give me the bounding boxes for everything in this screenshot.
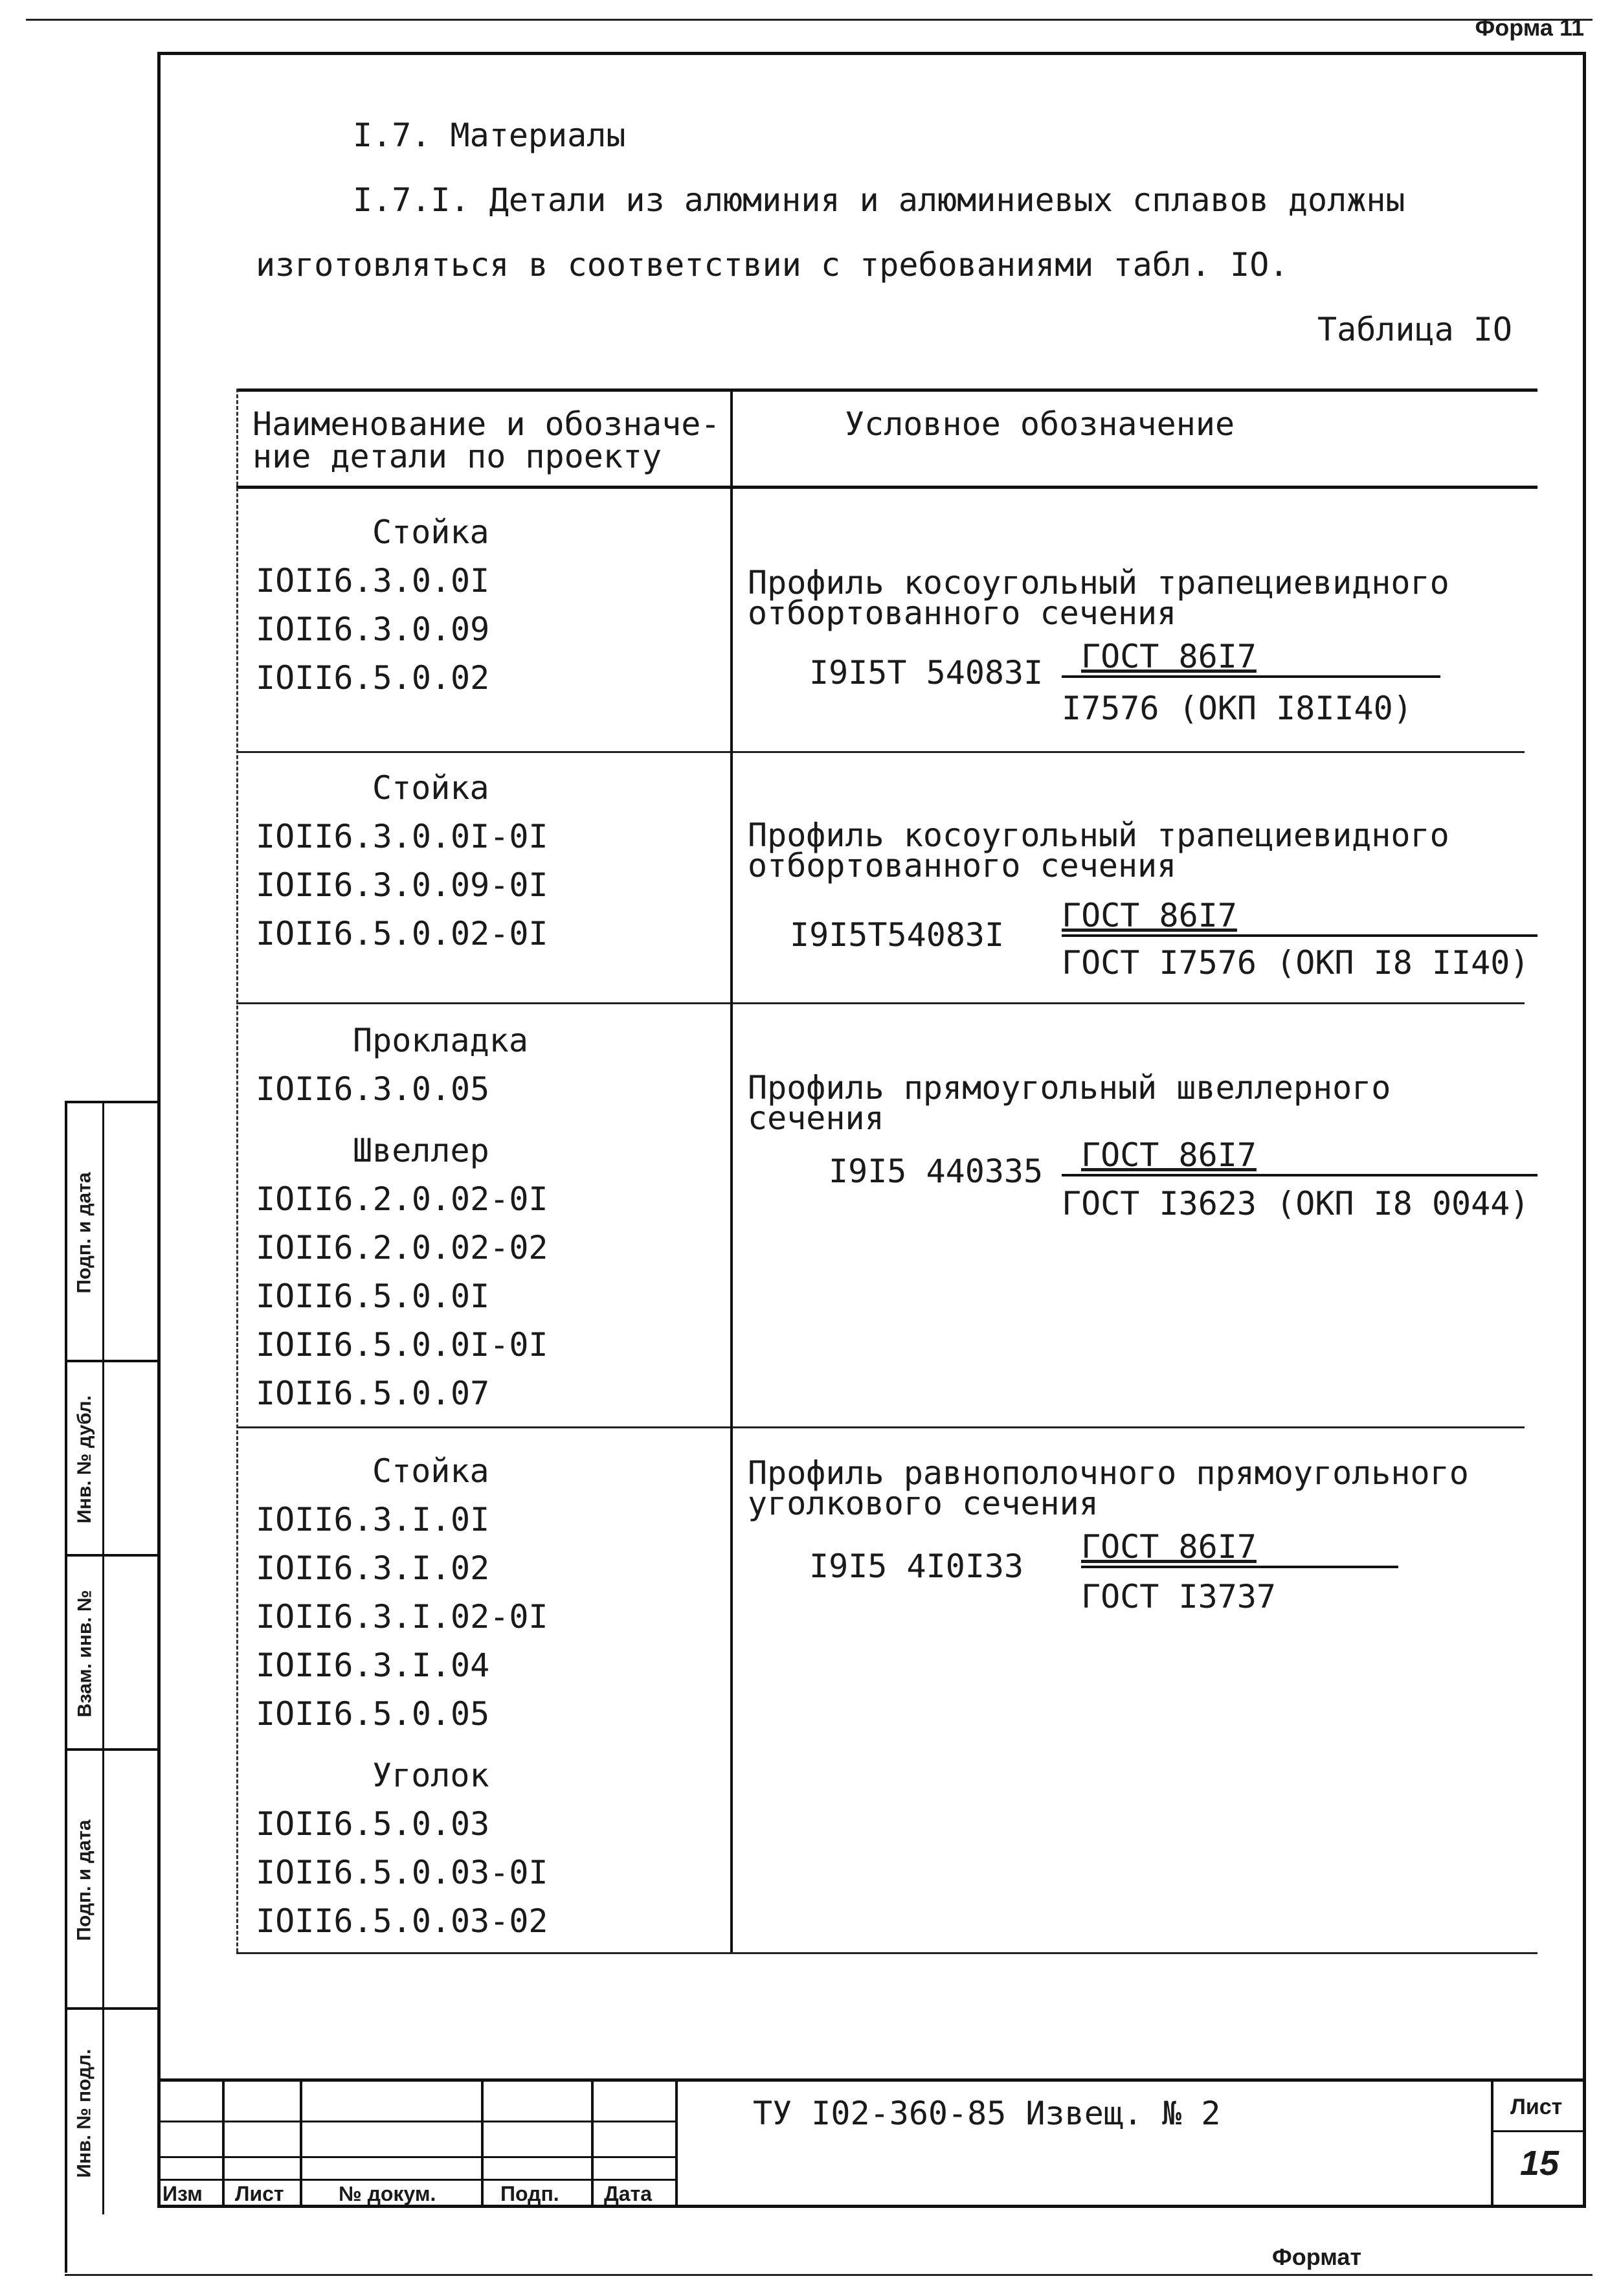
side-stamp-strip: [65, 1101, 157, 2214]
tb-divider: [675, 2082, 678, 2208]
part-name: Уголок: [372, 1757, 489, 1794]
part-designation: IOII6.2.0.02-02: [256, 1229, 548, 1266]
profile-description-line-2: отбортованного сечения: [748, 594, 1177, 632]
strip-label-text: Взам. инв. №: [74, 1590, 96, 1718]
table-bottom-rule: [236, 1952, 1537, 1954]
profile-description-line-1: Профиль прямоугольный швеллерного: [748, 1069, 1391, 1107]
gost-standard: ГОСТ 86I7: [1062, 897, 1237, 934]
strip-divider: [102, 1362, 104, 1554]
tb-divider: [1491, 2082, 1493, 2208]
strip-label: [67, 1103, 102, 1362]
profile-description-line-1: Профиль косоугольный трапециевидного: [748, 816, 1449, 854]
part-designation: IOII6.5.0.02: [256, 659, 490, 697]
part-designation: IOII6.5.0.07: [256, 1375, 490, 1412]
row-divider-3: [236, 1426, 1525, 1428]
part-designation: IOII6.5.0.0I: [256, 1277, 490, 1315]
profile-description-line-2: сечения: [748, 1099, 884, 1137]
part-designation: IOII6.3.0.09: [256, 611, 490, 648]
fraction-line: [1062, 934, 1537, 937]
profile-description-line-2: отбортованного сечения: [748, 847, 1177, 884]
strip-label: [67, 1362, 102, 1557]
tb-divider: [481, 2082, 484, 2208]
strip-divider: [102, 1557, 104, 1748]
strip-label-text: Инв. № дубл.: [74, 1395, 95, 1524]
gost-secondary: ГОСТ I3737: [1081, 1578, 1277, 1615]
strip-cell: [65, 1360, 157, 1554]
strip-label: [67, 1751, 102, 2010]
strip-cell: [65, 2007, 157, 2214]
form-number: Форма 11: [1475, 14, 1584, 41]
table-top-rule: [236, 388, 1537, 392]
profile-code: I9I5T54083I: [790, 916, 1005, 954]
part-name: Прокладка: [353, 1022, 528, 1059]
strip-label-text: Подп. и дата: [74, 1172, 95, 1294]
gost-secondary: I7576 (ОКП I8II40): [1062, 690, 1413, 727]
tb-divider: [222, 2082, 225, 2208]
part-name: Стойка: [372, 513, 489, 551]
table-header-rule: [236, 486, 1537, 489]
tb-col-label: Изм: [162, 2182, 203, 2205]
strip-divider: [102, 1103, 104, 1360]
profile-code: I9I5T 54083I: [809, 654, 1044, 692]
strip-label-text: Подп. и дата: [74, 1819, 95, 1941]
part-designation: IOII6.3.I.02-0I: [256, 1598, 548, 1636]
fraction-line: [1062, 675, 1440, 678]
part-designation: IOII6.3.0.05: [256, 1070, 490, 1108]
part-designation: IOII6.5.0.05: [256, 1695, 490, 1733]
strip-cell: [65, 1101, 157, 1360]
strip-label-text: Инв. № подл.: [74, 2049, 95, 2178]
part-name: Стойка: [372, 1452, 489, 1490]
fraction-line: [1062, 1174, 1537, 1176]
part-designation: IOII6.5.0.0I-0I: [256, 1326, 548, 1364]
table-caption: Таблица IO: [1317, 311, 1513, 348]
strip-divider: [102, 1751, 104, 2007]
part-designation: IOII6.3.I.04: [256, 1647, 490, 1684]
tb-col-label: Подп.: [500, 2182, 559, 2205]
profile-code: I9I5 4I0I33: [809, 1548, 1024, 1585]
paragraph-line-1: I.7.I. Детали из алюминия и алюминиевых сплавов должны: [353, 181, 1405, 219]
gost-secondary: ГОСТ I3623 (ОКП I8 0044): [1062, 1185, 1530, 1222]
col2-header: Условное обозначение: [845, 405, 1235, 443]
profile-description-line-1: Профиль равнополочного прямоугольного: [748, 1454, 1469, 1492]
tb-divider: [591, 2082, 594, 2208]
sheet-label: Лист: [1510, 2095, 1563, 2119]
title-block: [157, 2078, 1586, 2208]
gost-secondary: ГОСТ I7576 (ОКП I8 II40): [1062, 944, 1530, 982]
document-title: ТУ I02-360-85 Извещ. № 2: [753, 2095, 1221, 2132]
part-designation: IOII6.5.0.02-0I: [256, 915, 548, 952]
page-bottom-border: [65, 2274, 1593, 2276]
table-column-divider: [730, 388, 733, 1952]
row-divider-2: [236, 1002, 1525, 1004]
section-heading: I.7. Материалы: [353, 117, 626, 154]
part-designation: IOII6.3.I.02: [256, 1549, 490, 1587]
part-designation: IOII6.3.0.0I: [256, 562, 490, 600]
tb-row-line: [157, 2156, 675, 2158]
part-designation: IOII6.3.I.0I: [256, 1501, 490, 1538]
profile-description-line-1: Профиль косоугольный трапециевидного: [748, 564, 1449, 602]
tb-col-label: Лист: [235, 2182, 284, 2205]
part-designation: IOII6.5.0.03: [256, 1805, 490, 1843]
part-designation: IOII6.5.0.03-0I: [256, 1854, 548, 1891]
page-top-border: [26, 19, 1593, 21]
tb-row-line: [157, 2179, 675, 2181]
tb-col-label: Дата: [604, 2182, 653, 2205]
tb-col-label: № докум.: [339, 2182, 436, 2205]
part-designation: IOII6.5.0.03-02: [256, 1902, 548, 1940]
sheet-number: 15: [1520, 2144, 1560, 2183]
profile-description-line-2: уголкового сечения: [748, 1485, 1099, 1522]
strip-label: [67, 2010, 102, 2217]
strip-divider: [102, 2010, 104, 2214]
strip-cell: [65, 1554, 157, 1748]
col1-header-line-1: Наименование и обозначе-: [252, 405, 721, 443]
part-name: Швеллер: [353, 1132, 489, 1169]
part-designation: IOII6.3.0.09-0I: [256, 866, 548, 904]
part-name: Стойка: [372, 769, 489, 807]
paragraph-line-2: изготовляться в соответствии с требованиями табл. IO.: [256, 246, 1289, 284]
table-left-edge: [236, 388, 238, 1952]
part-designation: IOII6.3.0.0I-0I: [256, 818, 548, 855]
format-label: Формат: [1272, 2244, 1362, 2270]
gost-standard: ГОСТ 86I7: [1081, 1136, 1257, 1174]
gost-standard: ГОСТ 86I7: [1081, 1528, 1257, 1566]
col1-header-line-2: ние детали по проекту: [252, 438, 662, 475]
tb-row-line: [157, 2121, 675, 2122]
fraction-line: [1081, 1566, 1398, 1568]
tb-row-line: [1491, 2130, 1586, 2132]
tb-divider: [300, 2082, 302, 2208]
profile-code: I9I5 440335: [829, 1153, 1044, 1190]
part-designation: IOII6.2.0.02-0I: [256, 1180, 548, 1218]
gost-standard: ГОСТ 86I7: [1081, 638, 1257, 675]
strip-cell: [65, 1748, 157, 2007]
row-divider-1: [236, 751, 1525, 753]
strip-label: [67, 1557, 102, 1751]
